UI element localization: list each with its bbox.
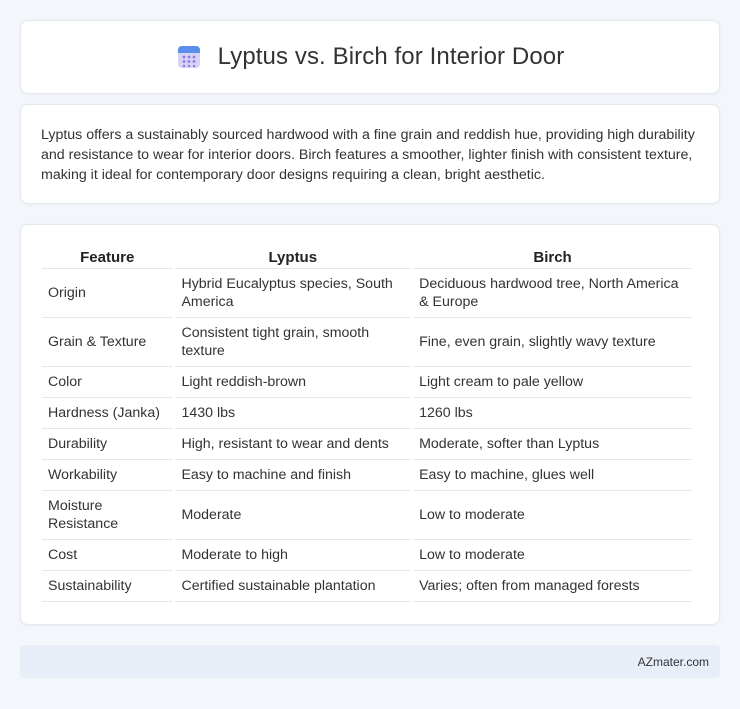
table-row xyxy=(42,491,692,540)
comparison-table-card xyxy=(20,224,720,625)
row-feature: Grain & Texture xyxy=(42,318,172,367)
calculator-grid-icon xyxy=(176,44,202,70)
row-feature: Color xyxy=(42,367,172,398)
row-feature: Origin xyxy=(42,269,172,318)
row-lyptus: Moderate xyxy=(175,491,410,540)
row-feature: Workability xyxy=(42,460,172,491)
summary-paragraph: Lyptus offers a sustainably sourced hardwood with a fine grain and reddish hue, providing high durability and resistance to wear for interior doors. Birch features a smoother, lighter finish with consistent texture, making it ideal for contemporary door designs requiring a clean, bright aesthetic. xyxy=(41,127,695,183)
row-birch: Easy to machine, glues well xyxy=(413,460,692,491)
header-feature: Feature xyxy=(42,247,172,269)
row-birch: 1260 lbs xyxy=(413,398,692,429)
title-wrap xyxy=(176,43,565,71)
row-lyptus: Light reddish-brown xyxy=(175,367,410,398)
row-feature: Durability xyxy=(42,429,172,460)
row-birch: Deciduous hardwood tree, North America & Europe xyxy=(413,269,692,318)
row-birch: Fine, even grain, slightly wavy texture xyxy=(413,318,692,367)
comparison-table xyxy=(39,247,695,602)
row-feature: Hardness (Janka) xyxy=(42,398,172,429)
table-row xyxy=(42,367,692,398)
row-lyptus: Hybrid Eucalyptus species, South America xyxy=(175,269,410,318)
row-lyptus: 1430 lbs xyxy=(175,398,410,429)
table-row xyxy=(42,398,692,429)
table-row xyxy=(42,318,692,367)
header-lyptus: Lyptus xyxy=(175,247,410,269)
summary-card xyxy=(20,104,720,204)
row-lyptus: Certified sustainable plantation xyxy=(175,571,410,602)
footer xyxy=(20,645,720,678)
row-feature: Cost xyxy=(42,540,172,571)
table-row xyxy=(42,269,692,318)
row-feature: Sustainability xyxy=(42,571,172,602)
table-header-row xyxy=(42,247,692,269)
row-lyptus: High, resistant to wear and dents xyxy=(175,429,410,460)
page-title: Lyptus vs. Birch for Interior Door xyxy=(217,43,565,70)
row-birch: Light cream to pale yellow xyxy=(413,367,692,398)
table-row xyxy=(42,571,692,602)
table-row xyxy=(42,460,692,491)
row-lyptus: Moderate to high xyxy=(175,540,410,571)
row-birch: Low to moderate xyxy=(413,491,692,540)
table-row xyxy=(42,429,692,460)
row-birch: Moderate, softer than Lyptus xyxy=(413,429,692,460)
row-feature: Moisture Resistance xyxy=(42,491,172,540)
row-lyptus: Easy to machine and finish xyxy=(175,460,410,491)
row-lyptus: Consistent tight grain, smooth texture xyxy=(175,318,410,367)
footer-site-link[interactable]: AZmater.com xyxy=(637,654,709,669)
table-row xyxy=(42,540,692,571)
row-birch: Low to moderate xyxy=(413,540,692,571)
row-birch: Varies; often from managed forests xyxy=(413,571,692,602)
title-card xyxy=(20,20,720,94)
header-birch: Birch xyxy=(413,247,692,269)
